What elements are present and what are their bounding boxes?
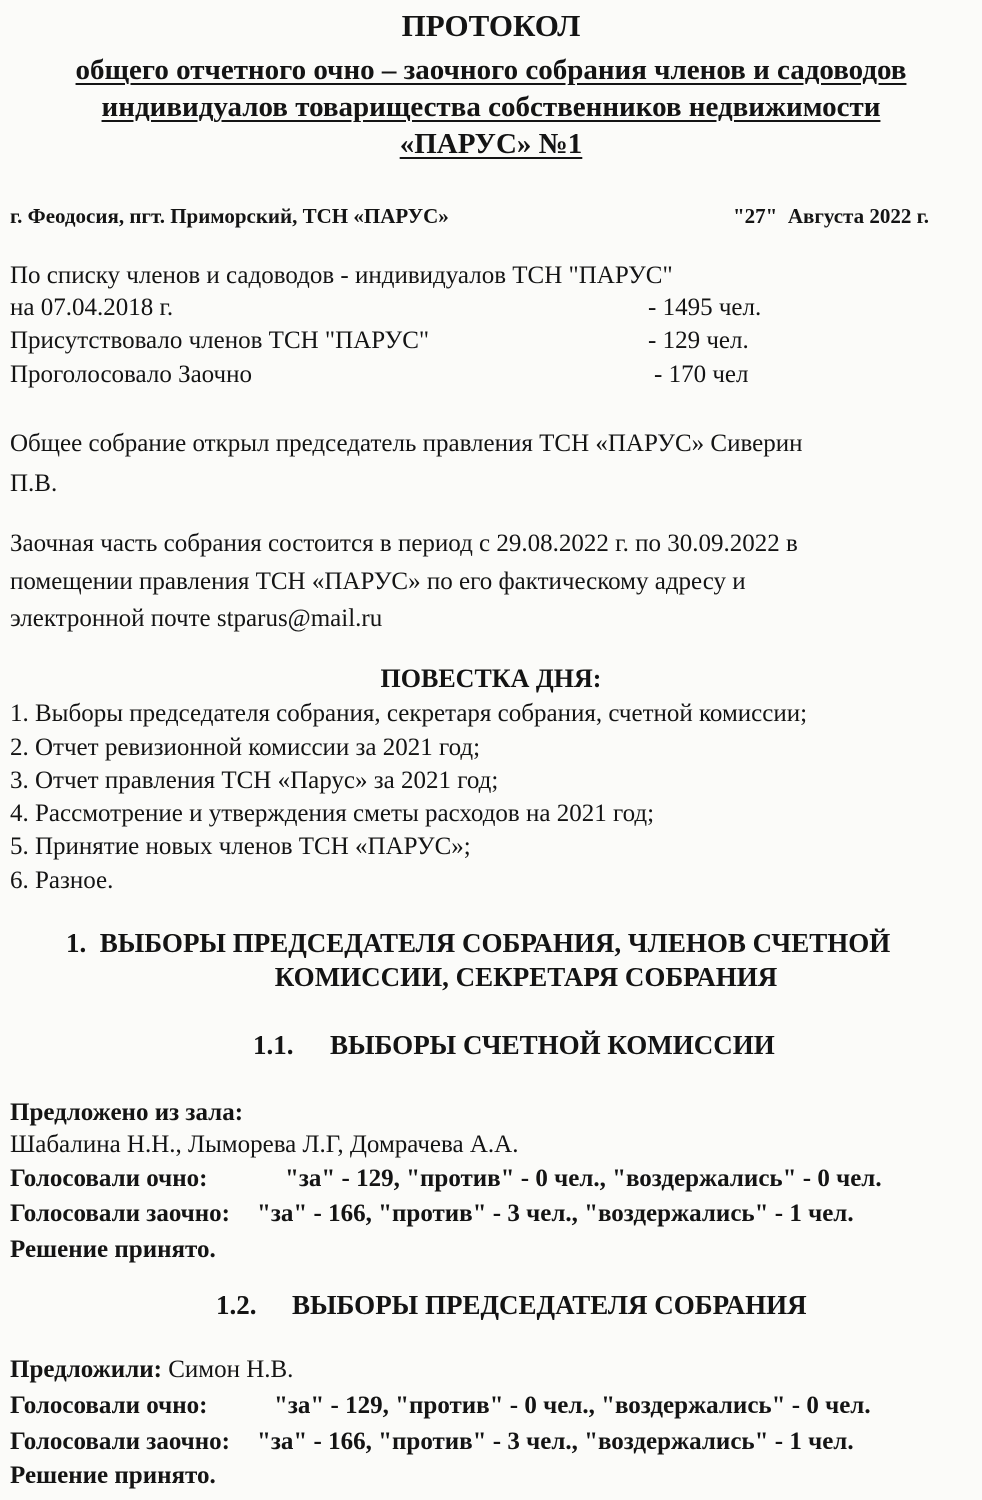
section-1-heading-line-1: 1. ВЫБОРЫ ПРЕДСЕДАТЕЛЯ СОБРАНИЯ, ЧЛЕНОВ СЧЕТНОЙ xyxy=(66,928,891,958)
agenda-item: 1. Выборы председателя собрания, секретаря собрания, счетной комиссии; xyxy=(10,700,808,727)
subsection-1-1-number: 1.1. xyxy=(253,1030,294,1060)
agenda-item: 5. Принятие новых членов ТСН «ПАРУС»; xyxy=(10,833,471,860)
vote-remote-label: Голосовали заочно: xyxy=(10,1428,231,1455)
agenda-item: 2. Отчет ревизионной комиссии за 2021 год; xyxy=(10,734,481,761)
stats-remote-label: Проголосовало Заочно xyxy=(10,361,252,388)
proposed-names: Симон Н.В. xyxy=(168,1356,294,1383)
agenda-item: 6. Разное. xyxy=(10,867,114,894)
proposed-line xyxy=(10,1356,293,1384)
decision: Решение принято. xyxy=(10,1462,216,1489)
stats-remote-value: - 170 чел xyxy=(654,361,749,388)
proposed-label: Предложено из зала: xyxy=(10,1099,244,1126)
vote-remote-values: "за" - 166, "против" - 3 чел., "воздержались" - 1 чел. xyxy=(257,1428,854,1455)
subtitle-line-3: «ПАРУС» №1 xyxy=(399,128,583,160)
vote-inperson-values: "за" - 129, "против" - 0 чел., "воздержались" - 0 чел. xyxy=(274,1392,871,1419)
subtitle-line-1: общего отчетного очно – заочного собрания членов и садоводов xyxy=(75,54,907,86)
vote-inperson-label: Голосовали очно: xyxy=(10,1392,208,1419)
decision: Решение принято. xyxy=(10,1236,216,1263)
remote-line-2: помещении правления ТСН «ПАРУС» по его фактическому адресу и xyxy=(10,568,746,595)
meeting-place: г. Феодосия, пгт. Приморский, ТСН «ПАРУС» xyxy=(10,204,449,228)
vote-remote-label: Голосовали заочно: xyxy=(10,1200,231,1227)
subsection-1-2-heading: ВЫБОРЫ ПРЕДСЕДАТЕЛЯ СОБРАНИЯ xyxy=(292,1290,807,1320)
meeting-date: "27" Августа 2022 г. xyxy=(733,204,930,228)
agenda-item: 4. Рассмотрение и утверждения сметы расходов на 2021 год; xyxy=(10,800,655,827)
subsection-1-1-heading: ВЫБОРЫ СЧЕТНОЙ КОМИССИИ xyxy=(330,1030,775,1060)
remote-line-1: Заочная часть собрания состоится в период с 29.08.2022 г. по 30.09.2022 в xyxy=(10,530,798,557)
stats-present-value: - 129 чел. xyxy=(648,327,749,354)
document-title: ПРОТОКОЛ xyxy=(401,8,581,43)
proposed-names: Шабалина Н.Н., Лыморева Л.Г, Домрачева А.А. xyxy=(10,1131,519,1158)
agenda-item: 3. Отчет правления ТСН «Парус» за 2021 год; xyxy=(10,767,499,794)
agenda-heading: ПОВЕСТКА ДНЯ: xyxy=(380,664,602,693)
stats-list-label: По списку членов и садоводов - индивидуалов ТСН "ПАРУС" xyxy=(10,262,673,289)
vote-remote-values: "за" - 166, "против" - 3 чел., "воздержались" - 1 чел. xyxy=(257,1200,854,1227)
stats-present-label: Присутствовало членов ТСН "ПАРУС" xyxy=(10,327,430,354)
proposed-label: Предложили: xyxy=(10,1356,162,1383)
stats-list-value: - 1495 чел. xyxy=(648,294,762,321)
opening-line-2: П.В. xyxy=(10,470,58,497)
opening-line-1: Общее собрание открыл председатель правления ТСН «ПАРУС» Сиверин xyxy=(10,430,803,457)
stats-list-date: на 07.04.2018 г. xyxy=(10,294,174,321)
section-1-heading-line-2: КОМИССИИ, СЕКРЕТАРЯ СОБРАНИЯ xyxy=(274,962,778,992)
vote-inperson-values: "за" - 129, "против" - 0 чел., "воздержались" - 0 чел. xyxy=(285,1165,882,1192)
vote-inperson-label: Голосовали очно: xyxy=(10,1165,208,1192)
remote-line-3: электронной почте stparus@mail.ru xyxy=(10,605,383,632)
subsection-1-2-number: 1.2. xyxy=(216,1290,257,1320)
subtitle-line-2: индивидуалов товарищества собственников недвижимости xyxy=(101,91,881,123)
